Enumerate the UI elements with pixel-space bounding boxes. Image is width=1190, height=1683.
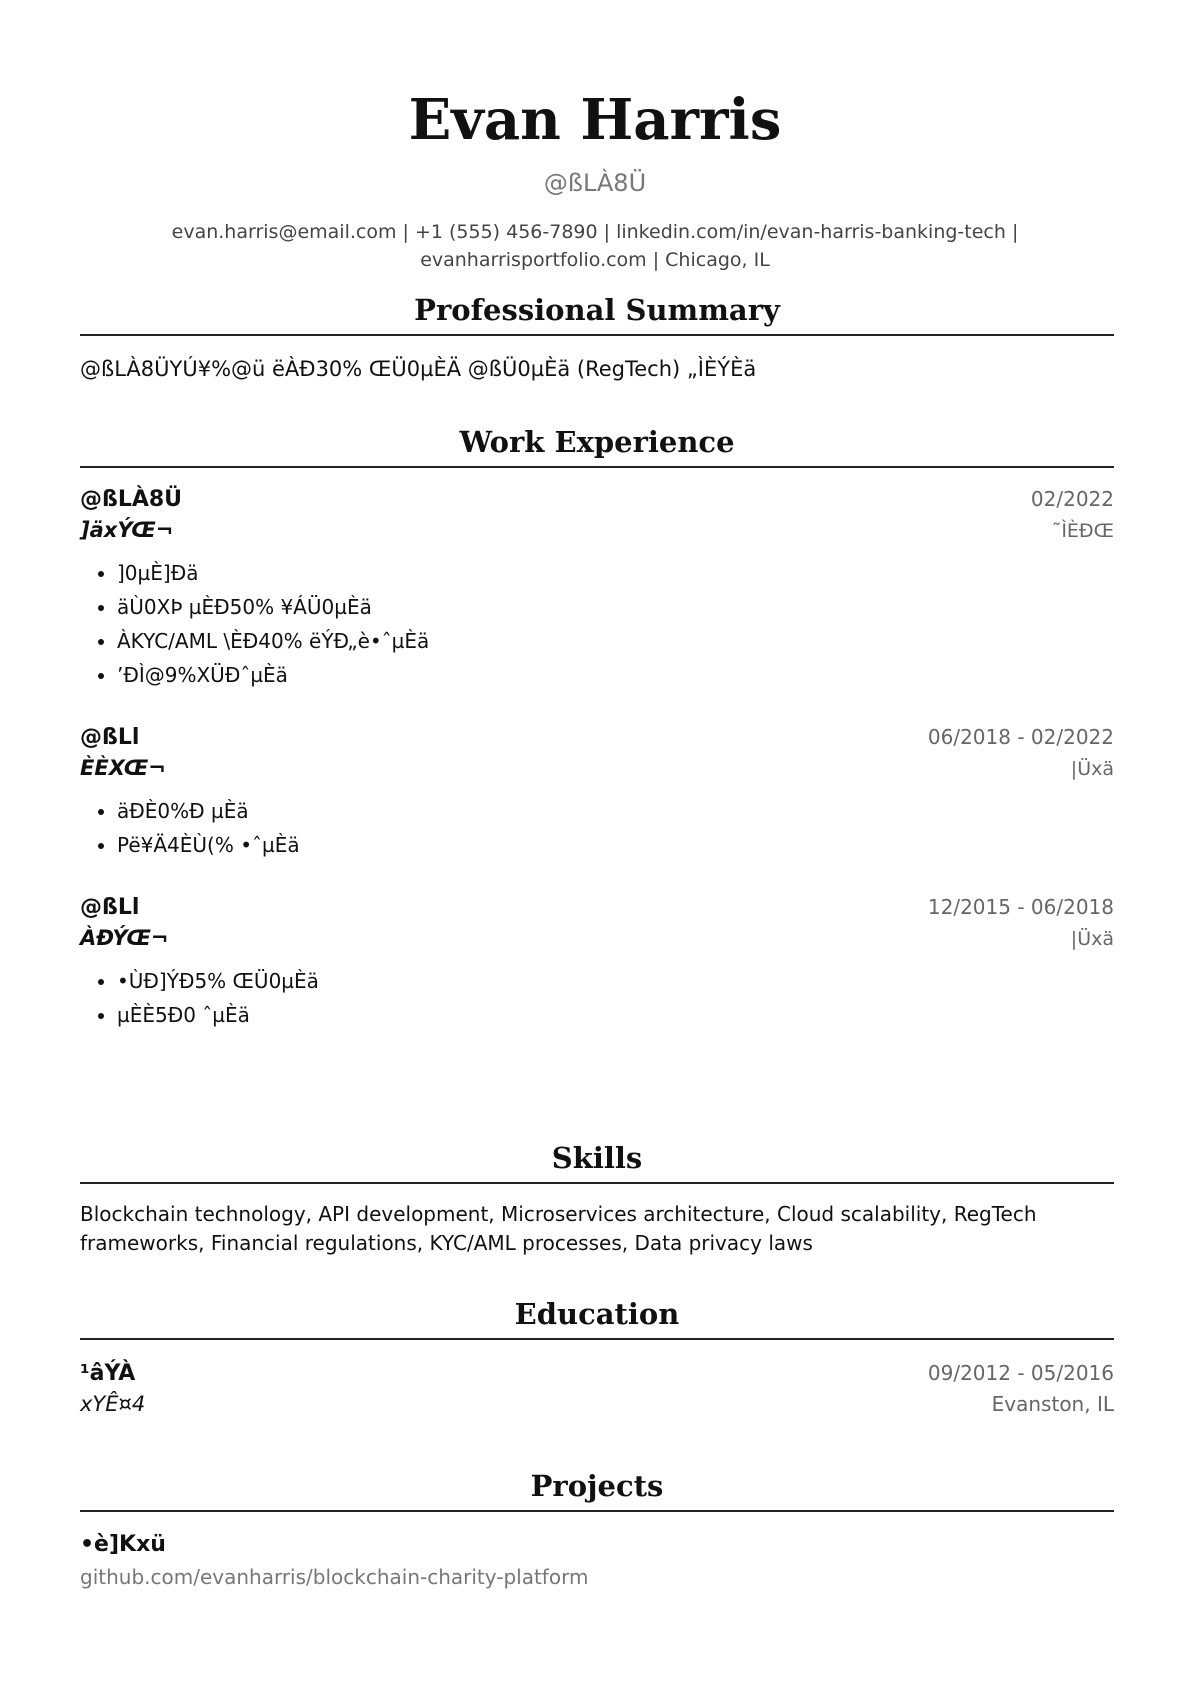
job-entry — [80, 484, 1114, 692]
job-bullet: • ÀKYC/AML \ÈÐ40% ëÝÐ„è•ˆµÈä — [117, 624, 1114, 658]
job-bullet: • Pë¥Ä4ÈÙ(% •ˆµÈä — [117, 828, 1114, 862]
project-name: •è]Kxü — [80, 1532, 166, 1557]
contact-info — [125, 218, 1065, 274]
job-date: 12/2015 - 06/2018 — [927, 895, 1114, 919]
skills-section — [80, 1138, 1114, 1258]
job-date: 06/2018 - 02/2022 — [927, 725, 1114, 749]
projects-heading: Projects — [80, 1466, 1114, 1512]
education-location: Evanston, IL — [991, 1392, 1114, 1416]
job-bullets — [80, 794, 1114, 862]
summary-text: @ßLÀ8ÜYÚ¥%@ü ëÀÐ30% ŒÜ0µÈÄ @ßÜ0µÈä (RegTech) „ÌÈÝÈä — [80, 357, 757, 381]
job-bullet: • äÙ0XÞ µÈÐ50% ¥ÁÜ0µÈä — [117, 590, 1114, 624]
candidate-headline: @ßLÀ8Ü — [543, 169, 647, 197]
skills-heading: Skills — [80, 1138, 1114, 1184]
summary-section — [80, 290, 1114, 384]
project-link[interactable]: github.com/evanharris/blockchain-charity-platform — [80, 1565, 589, 1589]
job-company: @ßLl — [80, 725, 140, 750]
skills-text: Blockchain technology, API development, Microservices architecture, Cloud scalability, RegTech frameworks, Financial regulations, KYC/AML processes, Data privacy laws — [80, 1202, 1037, 1255]
contact-line-1: evan.harris@email.com | +1 (555) 456-7890 | linkedin.com/in/evan-harris-banking-tech | — [171, 221, 1019, 243]
job-location: |Üxä — [1070, 928, 1114, 950]
job-bullets — [80, 556, 1114, 692]
education-heading: Education — [80, 1294, 1114, 1340]
experience-heading: Work Experience — [80, 422, 1114, 468]
job-entry — [80, 722, 1114, 862]
job-role: ]äxÝŒ¬ — [80, 518, 174, 542]
education-date: 09/2012 - 05/2016 — [927, 1361, 1114, 1385]
job-company: @ßLÀ8Ü — [80, 487, 183, 512]
projects-section — [80, 1466, 1114, 1592]
job-bullet: • •ÙÐ]ÝÐ5% ŒÜ0µÈä — [117, 964, 1114, 998]
job-bullet: • µÈÈ5Ð0 ˆµÈä — [117, 998, 1114, 1032]
job-bullet: • äÐÈ0%Ð µÈä — [117, 794, 1114, 828]
job-entry — [80, 892, 1114, 1032]
job-bullet: • ’ÐÌ@9%XÜÐˆµÈä — [117, 658, 1114, 692]
job-location: |Üxä — [1070, 758, 1114, 780]
candidate-name: Evan Harris — [408, 87, 782, 153]
resume-header — [0, 0, 1190, 274]
job-company: @ßLl — [80, 895, 140, 920]
job-role: ÀÐÝŒ¬ — [80, 926, 169, 950]
summary-heading: Professional Summary — [80, 290, 1114, 336]
education-section — [80, 1294, 1114, 1419]
job-date: 02/2022 — [1030, 487, 1114, 511]
experience-section — [80, 422, 1114, 1032]
job-bullet: • ]0µÈ]Ðä — [117, 556, 1114, 590]
job-role: ÈÈXŒ¬ — [80, 756, 166, 780]
job-bullets — [80, 964, 1114, 1032]
education-school: ¹âÝÀ — [80, 1361, 136, 1386]
job-location: ˜ÌÈÐŒ — [1051, 520, 1114, 542]
education-degree: xYÊ¤4 — [80, 1392, 146, 1416]
contact-line-2: evanharrisportfolio.com | Chicago, IL — [420, 249, 770, 271]
